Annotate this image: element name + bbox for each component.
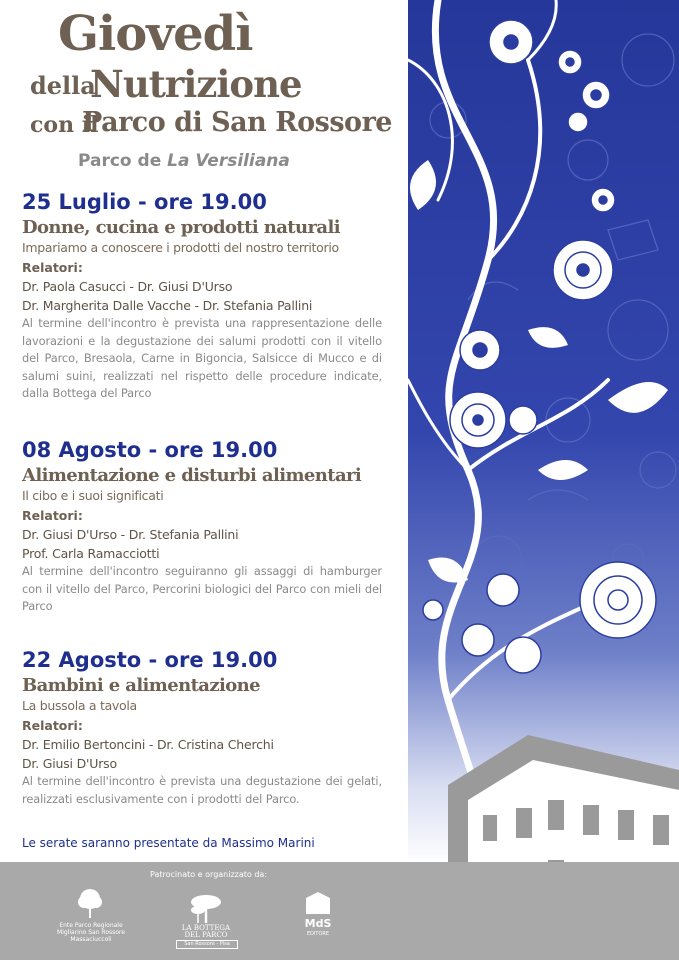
closing-note: Le serate saranno presentate da Massimo Marini [22,836,315,850]
event-date: 22 Agosto - ore 19.00 [22,648,278,672]
bottega-logo-line2: DEL PARCO [184,931,228,939]
ente-parco-logo [74,888,106,922]
bottega-logo-line1: LA BOTTEGA [181,924,231,932]
speakers-label: Relatori: [22,508,83,523]
patronage-text: Patrocinato e organizzato da: [150,870,268,879]
ente-parco-logo-text: Ente Parco Regionale Migliarino San Rossore Massaciuccoli [57,922,125,943]
title-della: della [30,71,96,100]
event-3 [22,648,392,808]
speakers-label: Relatori: [22,260,83,275]
event-date: 08 Agosto - ore 19.00 [22,438,278,462]
title-con-il: con il [30,112,99,138]
speakers-label: Relatori: [22,718,83,733]
speakers-line: Dr. Giusi D'Urso [22,756,117,771]
title-parco: Parco di San Rossore [82,107,392,138]
venue-prefix: Parco de [78,151,168,171]
mds-logo-icon [303,892,333,916]
event-title: Alimentazione e disturbi alimentari [22,465,362,486]
mds-logo-text: MdS [304,917,332,930]
event-subtitle: La bussola a tavola [22,698,137,713]
speakers-line: Dr. Emilio Bertoncini - Dr. Cristina Cherchi [22,737,274,752]
event-title: Bambini e alimentazione [22,675,260,696]
venue [78,153,290,170]
event-2 [22,438,392,616]
title-nutrizione: Nutrizione [90,62,302,106]
speakers-line: Dr. Margherita Dalle Vacche - Dr. Stefania Pallini [22,298,313,313]
floral-decoration [408,0,679,960]
bottega-logo-icon [188,893,224,923]
bottega-logo-line3: San Rossore - Pisa [176,940,238,949]
venue-name: La Versiliana [167,151,290,171]
event-subtitle: Impariamo a conoscere i prodotti del nostro territorio [22,240,339,255]
speakers-line: Dr. Giusi D'Urso - Dr. Stefania Pallini [22,527,239,542]
speakers-line: Dr. Paola Casucci - Dr. Giusi D'Urso [22,279,233,294]
event-description: Al termine dell'incontro è prevista una degustazione dei gelati, realizzati esclusivamente con i prodotti del Parco. [22,774,382,806]
mds-logo-sub: EDITORE [306,931,330,937]
event-1 [22,190,392,403]
poster-title: Giovedì [58,6,253,62]
event-date: 25 Luglio - ore 19.00 [22,190,267,214]
event-subtitle: Il cibo e i suoi significati [22,488,164,503]
event-description: Al termine dell'incontro seguiranno gli assaggi di hamburger con il vitello del Parco, Percorini biologici del Parco con mieli del Parco [22,564,382,613]
event-title: Donne, cucina e prodotti naturali [22,217,340,238]
event-description: Al termine dell'incontro è prevista una rappresentazione delle lavorazioni e la degustazione dei salumi prodotti con il vitello del Parco, Bresaola, Carne in Bigoncia, Salsicce di Mucco e di salumi suini, realizzati nel rispetto delle procedure indicate, dalla Bottega del Parco [22,316,382,400]
speakers-line: Prof. Carla Ramacciotti [22,546,160,561]
